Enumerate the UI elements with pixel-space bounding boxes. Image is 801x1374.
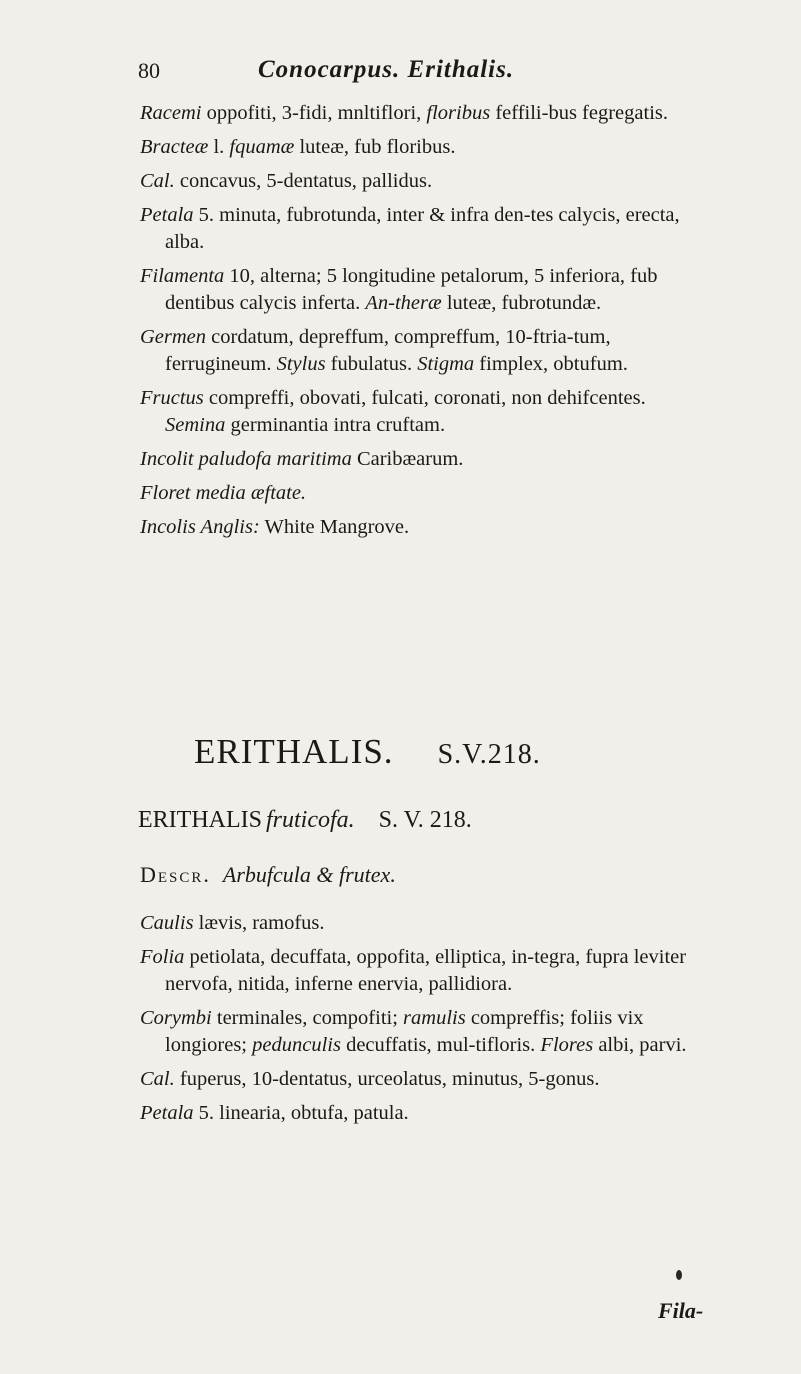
genus-name: ERITHALIS: [138, 807, 262, 833]
running-title: Conocarpus. Erithalis.: [258, 56, 515, 83]
entry-caulis: Caulis lævis, ramofus.: [140, 912, 325, 934]
catchword: Fila-: [658, 1298, 704, 1323]
entry-germen: Germen cordatum, depreffum, compreffum, 10-ftria-tum, ferrugineum. Stylus fubulatus. Stigma fimplex, obtufum.: [140, 326, 628, 375]
entry-filamenta: Filamenta 10, alterna; 5 longitudine petalorum, 5 inferiora, fub dentibus calycis inferta. An-theræ luteæ, fubrotundæ.: [140, 265, 658, 314]
entry-racemi: Racemi oppofiti, 3-fidi, mnltiflori, floribus feffili-bus fegregatis.: [140, 102, 668, 124]
erithalis-description: [140, 910, 700, 1134]
entry-bracteae: Bracteæ l. fquamæ luteæ, fub floribus.: [140, 136, 456, 158]
entry-cal: Cal. fuperus, 10-dentatus, urceolatus, minutus, 5-gonus.: [140, 1068, 600, 1090]
descr-lead: Descr.: [140, 862, 211, 887]
entry-folia: Folia petiolata, decuffata, oppofita, elliptica, in-tegra, fupra leviter nervofa, nitida, inferne enervia, pallidiora.: [140, 946, 687, 995]
entry-corymbi: Corymbi terminales, compofiti; ramulis compreffis; foliis vix longiores; pedunculis decuffatis, mul-tifloris. Flores albi, parvi.: [140, 1007, 687, 1056]
descr-label: Arbufcula & frutex.: [222, 862, 396, 887]
ink-blot: [676, 1270, 682, 1280]
section-heading: [194, 732, 541, 772]
entry-cal: Cal. concavus, 5-dentatus, pallidus.: [140, 170, 433, 192]
species-ref: S. V. 218.: [378, 807, 472, 833]
section-ref: S.V.218.: [437, 739, 541, 770]
entry-petala: Petala 5. linearia, obtufa, patula.: [140, 1102, 409, 1124]
entry-floret: Floret media æftate.: [140, 482, 307, 504]
species-name: fruticofa.: [265, 807, 355, 833]
entry-incolis: Incolis Anglis: White Mangrove.: [140, 516, 410, 538]
species-line: [138, 807, 472, 834]
descr-line: [140, 862, 396, 888]
entry-petala: Petala 5. minuta, fubrotunda, inter & infra den-tes calycis, erecta, alba.: [140, 204, 680, 253]
section-title: ERITHALIS.: [194, 732, 394, 771]
page-number: 80: [138, 58, 160, 83]
running-head: [0, 56, 801, 96]
conocarpus-description: [140, 100, 700, 548]
entry-fructus: Fructus compreffi, obovati, fulcati, coronati, non dehifcentes. Semina germinantia intra cruftam.: [140, 387, 646, 436]
entry-incolit: Incolit paludofa maritima Caribæarum.: [140, 448, 464, 470]
